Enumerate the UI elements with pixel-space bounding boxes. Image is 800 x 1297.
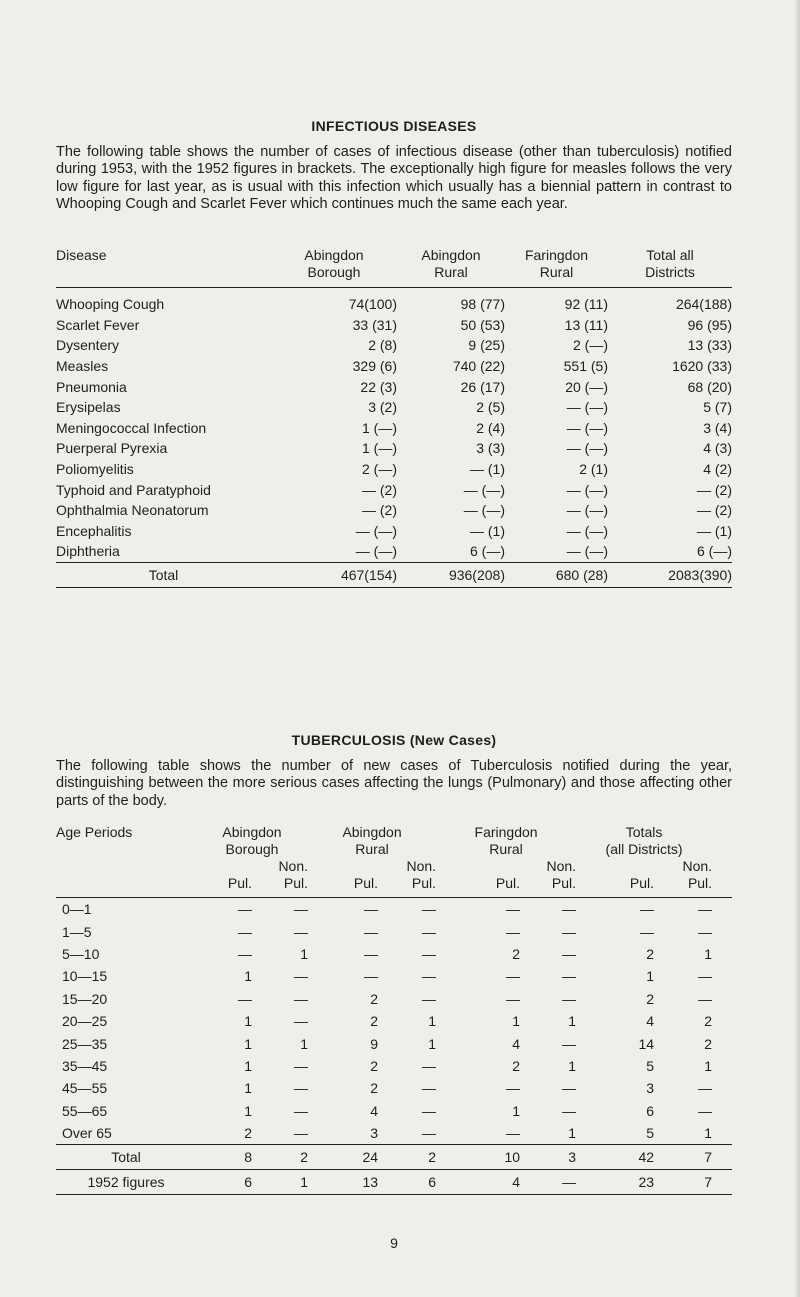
- table-row: [56, 438, 732, 459]
- spacer: [712, 1032, 732, 1054]
- table-row: [56, 315, 732, 336]
- tb-cell: —: [238, 901, 252, 918]
- cell-total: — (2): [697, 502, 732, 519]
- table-row: [56, 920, 732, 942]
- tb-header-groups: [56, 824, 732, 841]
- tb-cell: —: [562, 1080, 577, 1097]
- page-edge: [794, 0, 800, 1297]
- tb-cell: 2: [512, 1057, 521, 1074]
- tb-cell: 42: [576, 1145, 654, 1170]
- table-row: [56, 288, 732, 315]
- tb-cell: —: [422, 923, 437, 940]
- disease-name: Encephalitis: [56, 522, 132, 539]
- header-disease: Disease: [56, 247, 107, 263]
- table-row: [56, 898, 732, 921]
- header-group-abingdon-borough: Abingdon: [222, 824, 282, 840]
- tb-cell: 1: [512, 1013, 521, 1030]
- tb-cell: 8: [196, 1145, 252, 1170]
- cell-fr: 2 (1): [579, 461, 608, 478]
- table-row: [56, 1010, 732, 1032]
- header-total-districts: Total all Districts: [645, 247, 695, 280]
- cell-ab: — (—): [355, 543, 397, 560]
- header-abingdon-borough: Abingdon Borough: [304, 247, 364, 280]
- spacer: [712, 1055, 732, 1077]
- cell-ab: 2 (8): [368, 337, 397, 354]
- cell-total: 13 (33): [687, 337, 732, 354]
- tb-cell: —: [238, 923, 252, 940]
- tb-cell: —: [294, 1125, 309, 1142]
- tb-cell: —: [364, 945, 379, 962]
- age-period: 0—1: [62, 901, 92, 918]
- tb-cell: 2: [370, 1080, 379, 1097]
- disease-name: Diphtheria: [56, 543, 120, 560]
- tb-cell: 4: [512, 1035, 521, 1052]
- infectious-total-row: [56, 562, 732, 587]
- tb-cell: 1: [428, 1035, 437, 1052]
- spacer: [712, 965, 732, 987]
- tb-cell: 6: [196, 1170, 252, 1195]
- tb-cell: 2: [370, 990, 379, 1007]
- header-pul-2b: Pul.: [411, 875, 437, 891]
- tb-cell: —: [422, 901, 437, 918]
- tb-cell: 1: [244, 1102, 252, 1119]
- cell-fr: 2 (—): [573, 337, 608, 354]
- tb-cell: 2: [378, 1145, 436, 1170]
- header-group-borough: Borough: [225, 841, 279, 857]
- tb-cell: —: [640, 923, 655, 940]
- tb-cell: 5: [646, 1057, 655, 1074]
- tb-cell: 2: [244, 1125, 252, 1142]
- tb-cell: —: [506, 1125, 521, 1142]
- table-row: [56, 1055, 732, 1077]
- tb-cell: 1: [244, 968, 252, 985]
- tb-cell: —: [562, 1102, 577, 1119]
- tb-cell: —: [364, 968, 379, 985]
- tb-cell: 3: [520, 1145, 576, 1170]
- cell-ar: 26 (17): [460, 378, 505, 395]
- tb-cell: —: [520, 1170, 576, 1195]
- tb-cell: —: [294, 990, 309, 1007]
- table-row: [56, 1122, 732, 1145]
- age-period: 10—15: [62, 968, 108, 985]
- tb-cell: 2: [370, 1057, 379, 1074]
- header-group-all-districts: (all Districts): [605, 841, 683, 857]
- cell-ab: 33 (31): [352, 316, 397, 333]
- tb-cell: 1: [244, 1080, 252, 1097]
- tb-cell: 3: [646, 1080, 655, 1097]
- tb-cell: 1: [300, 945, 309, 962]
- cell-ab: — (—): [355, 522, 397, 539]
- cell-total: 4 (3): [703, 440, 732, 457]
- table-row: [56, 397, 732, 418]
- cell-ab: 74(100): [348, 296, 397, 313]
- table-row: [56, 376, 732, 397]
- tb-cell: —: [698, 901, 713, 918]
- disease-name: Measles: [56, 358, 109, 375]
- cell-total: 5 (7): [703, 399, 732, 416]
- tb-cell: 13: [308, 1170, 378, 1195]
- table-row: [56, 541, 732, 562]
- tb-cell: —: [506, 923, 521, 940]
- cell-total: — (1): [697, 522, 732, 539]
- tb-cell: 1: [244, 1035, 252, 1052]
- tb-cell: —: [640, 901, 655, 918]
- header-group-abingdon-rural: Abingdon: [342, 824, 402, 840]
- cell-ar: 2 (4): [476, 419, 505, 436]
- header-non-4: Non.: [682, 858, 713, 874]
- tb-cell: —: [562, 1035, 577, 1052]
- spacer: [712, 1010, 732, 1032]
- spacer: [712, 920, 732, 942]
- header-non-2: Non.: [406, 858, 437, 874]
- header-faringdon-rural: Faringdon Rural: [524, 247, 589, 280]
- disease-name: Meningococcal Infection: [56, 419, 207, 436]
- tb-cell: —: [698, 1102, 713, 1119]
- cell-total: 68 (20): [687, 378, 732, 395]
- disease-name: Typhoid and Paratyphoid: [56, 481, 211, 498]
- age-period: 35—45: [62, 1057, 108, 1074]
- age-period: 1—5: [62, 923, 92, 940]
- tb-cell: —: [294, 1013, 309, 1030]
- tb-cell: 1: [300, 1035, 309, 1052]
- table-row: [56, 479, 732, 500]
- cell-ar: — (—): [463, 502, 505, 519]
- cell-total: 4 (2): [703, 461, 732, 478]
- age-period: 45—55: [62, 1080, 108, 1097]
- tb-body: [56, 898, 732, 1145]
- cell-ar: — (1): [470, 522, 505, 539]
- spacer: [712, 1100, 732, 1122]
- header-pul-3b: Pul.: [551, 875, 577, 891]
- tb-cell: 6: [378, 1170, 436, 1195]
- tb-cell: —: [506, 968, 521, 985]
- tb-cell: 2: [646, 945, 655, 962]
- cell-fr: 551 (5): [563, 358, 608, 375]
- tb-cell: 4: [436, 1170, 520, 1195]
- cell-fr: 92 (11): [564, 296, 608, 313]
- header-pul-1b: Pul.: [283, 875, 309, 891]
- infectious-intro: The following table shows the number of cases of infectious disease (other than tuberculosis) notified during 1953, with the 1952 figures in brackets. The exceptionally high figure for measles follows the very low figure for last year, as is usual with this infection which usually has a biennial pattern in contrast to Whooping Cough and Scarlet Fever which continues much the same each year.: [56, 144, 732, 212]
- tb-cell: 2: [252, 1145, 308, 1170]
- tb-cell: —: [422, 990, 437, 1007]
- tb-cell: —: [238, 990, 252, 1007]
- cell-fr: — (—): [566, 440, 608, 457]
- tb-cell: 7: [654, 1170, 712, 1195]
- tb-cell: 1: [568, 1057, 577, 1074]
- infectious-table: [56, 247, 732, 588]
- age-period: 15—20: [62, 990, 108, 1007]
- table-row: [56, 1100, 732, 1122]
- header-age-periods: Age Periods: [56, 824, 133, 840]
- cell-ar: 98 (77): [460, 296, 505, 313]
- tb-cell: 5: [646, 1125, 655, 1142]
- cell-ar: 740 (22): [452, 358, 505, 375]
- infectious-body: [56, 288, 732, 563]
- header-pul-4b: Pul.: [687, 875, 713, 891]
- tb-cell: 1: [512, 1102, 521, 1119]
- total-abingdon-borough: 467(154): [271, 562, 397, 587]
- header-pul-4: Pul.: [629, 875, 655, 891]
- tb-total-row-label: Total: [56, 1145, 196, 1170]
- tb-cell: 2: [704, 1013, 713, 1030]
- total-abingdon-rural: 936(208): [397, 562, 505, 587]
- age-period: 5—10: [62, 945, 100, 962]
- tb-cell: —: [506, 1080, 521, 1097]
- cell-ab: 3 (2): [368, 399, 397, 416]
- total-faringdon-rural: 680 (28): [505, 562, 608, 587]
- cell-ab: — (2): [362, 502, 397, 519]
- tb-cell: —: [698, 990, 713, 1007]
- tb-cell: 23: [576, 1170, 654, 1195]
- spacer: [712, 1145, 732, 1170]
- spacer: [712, 1122, 732, 1145]
- tb-cell: —: [506, 901, 521, 918]
- cell-total: 6 (—): [697, 543, 732, 560]
- table-row: [56, 1077, 732, 1099]
- tb-cell: —: [364, 901, 379, 918]
- table-row: [56, 335, 732, 356]
- tb-cell: 1: [568, 1125, 577, 1142]
- table-row: [56, 965, 732, 987]
- cell-fr: — (—): [566, 522, 608, 539]
- spacer: [712, 943, 732, 965]
- tb-cell: —: [422, 1080, 437, 1097]
- tb-cell: 9: [370, 1035, 379, 1052]
- tb-cell: 2: [370, 1013, 379, 1030]
- spacer: [712, 1170, 732, 1195]
- total-label: Total: [56, 562, 271, 587]
- tb-cell: 1: [704, 945, 713, 962]
- cell-ar: 6 (—): [470, 543, 505, 560]
- tb-header-non: [56, 858, 732, 875]
- age-period: 25—35: [62, 1035, 108, 1052]
- tb-cell: —: [562, 901, 577, 918]
- tb-cell: —: [294, 1057, 309, 1074]
- cell-ar: — (—): [463, 481, 505, 498]
- infectious-header-row: [56, 247, 732, 288]
- header-non-3: Non.: [546, 858, 577, 874]
- disease-name: Erysipelas: [56, 399, 121, 416]
- tb-cell: 10: [436, 1145, 520, 1170]
- tb-cell: 1: [252, 1170, 308, 1195]
- tb-foot: [56, 1145, 732, 1195]
- disease-name: Scarlet Fever: [56, 316, 140, 333]
- tb-cell: 1: [568, 1013, 577, 1030]
- table-row: [56, 521, 732, 542]
- cell-ab: — (2): [362, 481, 397, 498]
- cell-fr: 13 (11): [564, 316, 608, 333]
- header-non-1: Non.: [278, 858, 309, 874]
- page-number: 9: [390, 1235, 398, 1251]
- tb-cell: 2: [704, 1035, 713, 1052]
- cell-ab: 329 (6): [352, 358, 397, 375]
- infectious-title: INFECTIOUS DISEASES: [311, 118, 477, 134]
- tb-intro: The following table shows the number of new cases of Tuberculosis notified during the year, distinguishing between the more serious cases affecting the lungs (Pulmonary) and those affecting other parts of the body.: [56, 758, 732, 809]
- header-abingdon-rural: Abingdon Rural: [421, 247, 481, 280]
- spacer: [712, 988, 732, 1010]
- cell-ab: 1 (—): [362, 419, 397, 436]
- tb-total-row: [56, 1145, 732, 1170]
- cell-ar: 9 (25): [468, 337, 505, 354]
- tb-cell: —: [294, 1102, 309, 1119]
- age-period: Over 65: [62, 1125, 112, 1142]
- tb-cell: 4: [370, 1102, 379, 1119]
- cell-fr: — (—): [566, 502, 608, 519]
- disease-name: Puerperal Pyrexia: [56, 440, 168, 457]
- table-row: [56, 418, 732, 439]
- header-pul-3: Pul.: [495, 875, 521, 891]
- tb-cell: —: [422, 968, 437, 985]
- header-pul-2: Pul.: [353, 875, 379, 891]
- tb-cell: —: [294, 923, 309, 940]
- tb-cell: —: [422, 1057, 437, 1074]
- total-all: 2083(390): [608, 562, 732, 587]
- tb-cell: —: [422, 945, 437, 962]
- disease-name: Pneumonia: [56, 378, 127, 395]
- cell-total: 3 (4): [703, 419, 732, 436]
- cell-fr: — (—): [566, 399, 608, 416]
- tb-cell: 1: [704, 1125, 713, 1142]
- cell-fr: 20 (—): [565, 378, 608, 395]
- tb-cell: 1: [646, 968, 655, 985]
- age-period: 20—25: [62, 1013, 108, 1030]
- tb-cell: —: [562, 990, 577, 1007]
- cell-total: 264(188): [675, 296, 732, 313]
- cell-ar: — (1): [470, 461, 505, 478]
- table-row: [56, 988, 732, 1010]
- tb-1952-row-label: 1952 figures: [56, 1170, 196, 1195]
- table-row: [56, 500, 732, 521]
- cell-ar: 3 (3): [476, 440, 505, 457]
- tb-cell: —: [294, 901, 309, 918]
- tb-title: TUBERCULOSIS (New Cases): [291, 732, 497, 748]
- tb-cell: 24: [308, 1145, 378, 1170]
- tb-cell: —: [238, 945, 252, 962]
- tb-cell: 4: [646, 1013, 655, 1030]
- table-row: [56, 356, 732, 377]
- header-group-rural-1: Rural: [355, 841, 389, 857]
- tb-cell: —: [364, 923, 379, 940]
- age-period: 55—65: [62, 1102, 108, 1119]
- tb-cell: —: [562, 945, 577, 962]
- cell-fr: — (—): [566, 481, 608, 498]
- table-row: [56, 459, 732, 480]
- tb-1952-row: [56, 1170, 732, 1195]
- tb-cell: 7: [654, 1145, 712, 1170]
- tb-cell: —: [698, 968, 713, 985]
- tb-cell: —: [698, 1080, 713, 1097]
- cell-ab: 22 (3): [360, 378, 397, 395]
- tb-cell: —: [422, 1125, 437, 1142]
- tb-table: [56, 824, 732, 1195]
- cell-total: 96 (95): [687, 316, 732, 333]
- cell-fr: — (—): [566, 419, 608, 436]
- spacer: [712, 1077, 732, 1099]
- tb-cell: —: [294, 968, 309, 985]
- disease-name: Poliomyelitis: [56, 461, 134, 478]
- cell-ar: 50 (53): [460, 316, 505, 333]
- tb-cell: 2: [646, 990, 655, 1007]
- tb-header-groups-2: [56, 841, 732, 858]
- cell-total: 1620 (33): [672, 358, 732, 375]
- tb-cell: 1: [244, 1057, 252, 1074]
- header-group-rural-2: Rural: [489, 841, 523, 857]
- header-pul-1: Pul.: [227, 875, 252, 891]
- cell-fr: — (—): [566, 543, 608, 560]
- cell-ar: 2 (5): [476, 399, 505, 416]
- cell-total: — (2): [697, 481, 732, 498]
- tb-cell: 1: [428, 1013, 437, 1030]
- tb-cell: 14: [638, 1035, 655, 1052]
- tb-cell: 2: [512, 945, 521, 962]
- tb-cell: —: [562, 968, 577, 985]
- tb-cell: —: [698, 923, 713, 940]
- tb-header-pul: [56, 875, 732, 898]
- spacer: [712, 898, 732, 921]
- tb-cell: 3: [370, 1125, 379, 1142]
- disease-name: Dysentery: [56, 337, 120, 354]
- table-row: [56, 943, 732, 965]
- table-row: [56, 1032, 732, 1054]
- tb-cell: 1: [704, 1057, 713, 1074]
- tb-cell: —: [422, 1102, 437, 1119]
- cell-ab: 1 (—): [362, 440, 397, 457]
- header-group-faringdon-rural: Faringdon: [474, 824, 538, 840]
- tb-cell: —: [562, 923, 577, 940]
- tb-cell: —: [506, 990, 521, 1007]
- tb-cell: —: [294, 1080, 309, 1097]
- cell-ab: 2 (—): [362, 461, 397, 478]
- tb-cell: 1: [244, 1013, 252, 1030]
- tb-cell: 6: [646, 1102, 655, 1119]
- header-group-totals: Totals: [625, 824, 663, 840]
- disease-name: Ophthalmia Neonatorum: [56, 502, 209, 519]
- disease-name: Whooping Cough: [56, 296, 165, 313]
